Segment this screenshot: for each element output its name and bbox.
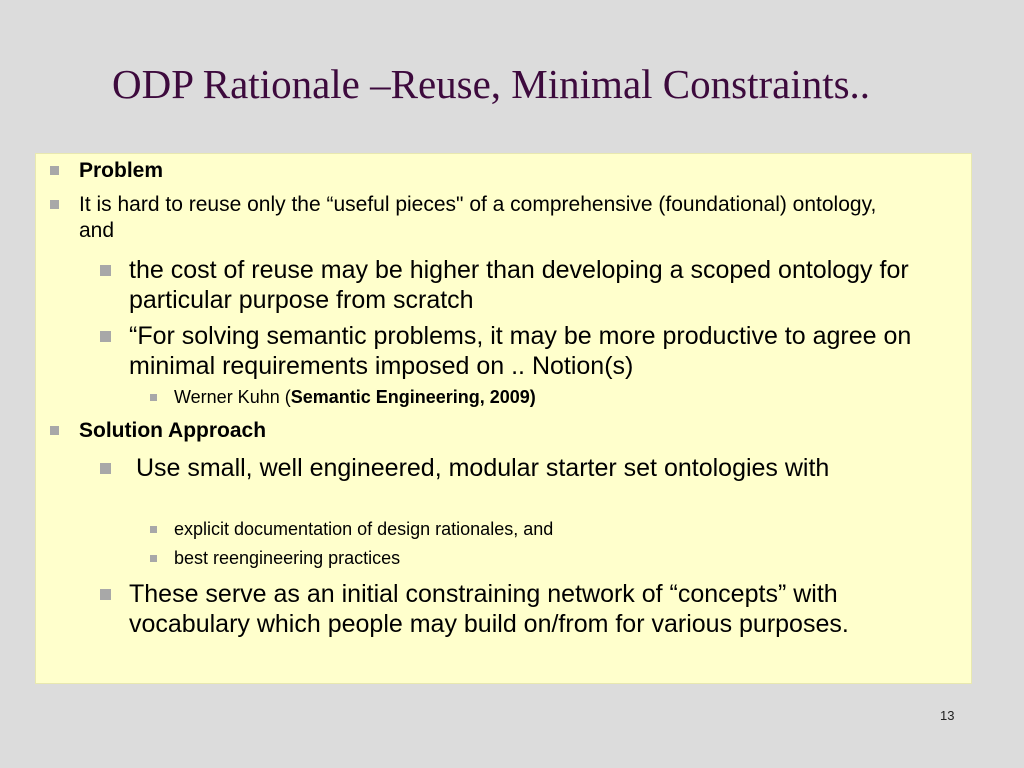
square-bullet-icon — [100, 589, 111, 600]
square-bullet-icon — [50, 200, 59, 209]
bullet-reengineering-practices — [150, 547, 950, 569]
reengineering-practices-text: best reengineering practices — [174, 548, 401, 568]
bullet-design-rationales — [150, 518, 950, 540]
square-bullet-icon — [150, 394, 157, 401]
solution-heading: Solution Approach — [79, 419, 267, 442]
bullet-problem-heading — [50, 158, 950, 184]
square-bullet-icon — [150, 555, 157, 562]
bullet-problem-text — [50, 192, 890, 244]
design-rationales-text: explicit documentation of design rationales, and — [174, 519, 554, 539]
use-small-ontologies-text: Use small, well engineered, modular starter set ontologies with — [129, 454, 830, 482]
citation — [174, 386, 536, 408]
problem-text: It is hard to reuse only the “useful pieces" of a comprehensive (foundational) ontology, and — [79, 193, 877, 242]
bullet-semantic-problems — [100, 321, 945, 381]
problem-heading: Problem — [79, 159, 164, 182]
slide-title: ODP Rationale –Reuse, Minimal Constraints.. — [112, 61, 871, 107]
citation-work: Semantic Engineering, 2009) — [290, 387, 536, 407]
page-number: 13 — [940, 708, 955, 723]
square-bullet-icon — [50, 426, 59, 435]
square-bullet-icon — [100, 463, 111, 474]
square-bullet-icon — [100, 331, 111, 342]
bullet-cost-of-reuse — [100, 255, 945, 315]
citation-author: Werner Kuhn ( — [174, 387, 291, 407]
constraining-network-text: These serve as an initial constraining network of “concepts” with vocabulary which people may build on/from for various purposes. — [129, 580, 849, 638]
cost-of-reuse-text: the cost of reuse may be higher than developing a scoped ontology for particular purpose from scratch — [129, 256, 909, 314]
square-bullet-icon — [50, 166, 59, 175]
bullet-solution-heading — [50, 418, 950, 444]
bullet-constraining-network — [100, 579, 950, 639]
square-bullet-icon — [100, 265, 111, 276]
semantic-problems-text: “For solving semantic problems, it may be more productive to agree on minimal requirements imposed on .. Notion(s) — [129, 322, 912, 380]
bullet-citation — [150, 386, 950, 408]
bullet-use-small-ontologies — [100, 453, 945, 483]
content-box — [35, 153, 972, 684]
square-bullet-icon — [150, 526, 157, 533]
